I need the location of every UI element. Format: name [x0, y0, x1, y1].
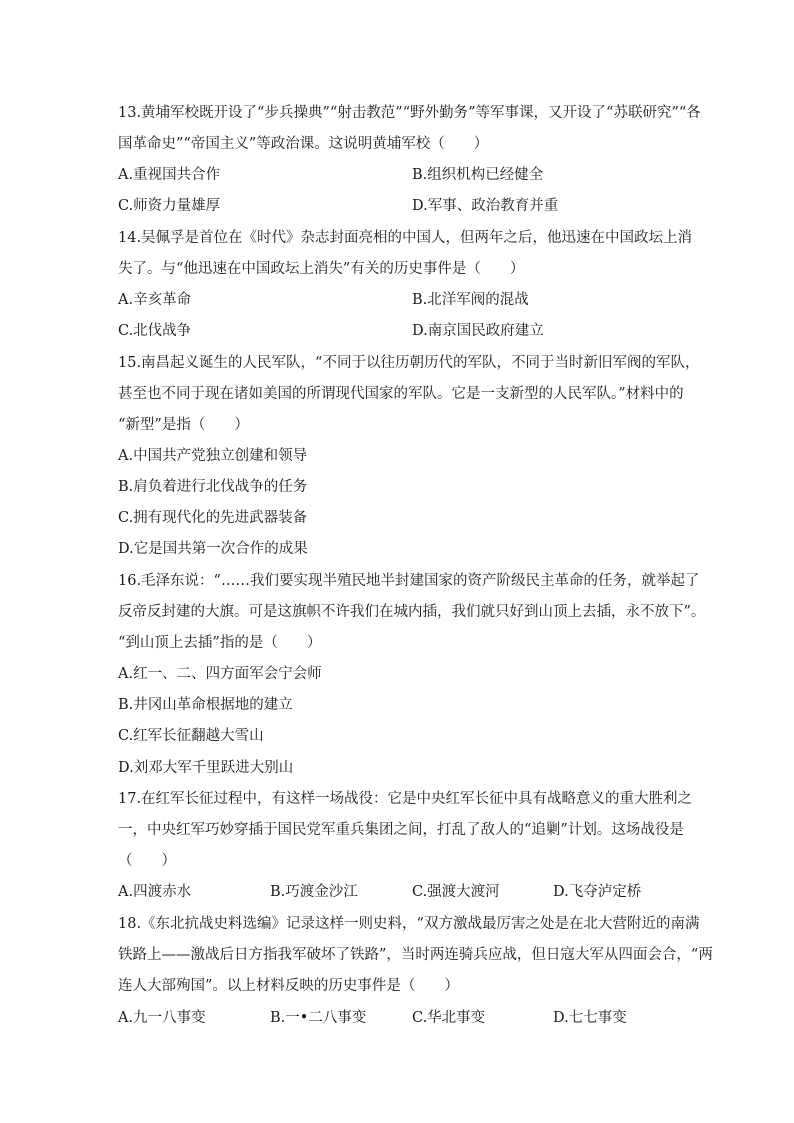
q14-option-a: A.辛亥革命: [118, 292, 192, 308]
q15-option-c: C.拥有现代化的先进武器装备: [118, 510, 308, 526]
q15-option-d: D.它是国共第一次合作的成果: [118, 541, 308, 557]
q18-stem-line-1: 18.《东北抗战史料选编》记录这样一则史料，“双方激战最厉害之处是在北大营附近的南满: [118, 916, 700, 932]
q14-option-b: B.北洋军阀的混战: [412, 292, 529, 308]
q17-option-a: A.四渡赤水: [118, 884, 192, 900]
q15-option-a: A.中国共产党独立创建和领导: [118, 448, 308, 464]
q13-option-a: A.重视国共合作: [118, 167, 221, 183]
q13-stem-line-1: 13.黄埔军校既开设了“步兵操典”“射击教范”“野外勤务”等军事课，又开设了“苏联研究”“各: [118, 105, 701, 121]
q13-option-d: D.军事、政治教育并重: [412, 198, 559, 214]
q17-stem-line-1: 17.在红军长征过程中，有这样一场战役：它是中央红军长征中具有战略意义的重大胜利之: [118, 791, 693, 807]
q13-option-c: C.师资力量雄厚: [118, 198, 221, 214]
q17-option-b: B.巧渡金沙江: [270, 884, 358, 900]
q16-stem-line-3: “到山顶上去插”指的是（ ）: [118, 635, 322, 651]
q17-stem-line-3: （ ）: [118, 853, 176, 869]
q14-option-c: C.北伐战争: [118, 323, 192, 339]
q18-option-c: C.华北事变: [412, 1010, 486, 1026]
q14-option-d: D.南京国民政府建立: [412, 323, 544, 339]
q18-stem-line-2: 铁路上——激战后日方指我军破坏了铁路”，当时两连骑兵应战，但日寇大军从四面会合，“两: [118, 947, 713, 963]
q13-option-b: B.组织机构已经健全: [412, 167, 544, 183]
q15-stem-line-3: “新型”是指（ ）: [118, 417, 249, 433]
q16-option-c: C.红军长征翻越大雪山: [118, 728, 264, 744]
q13-stem-line-2: 国革命史”“帝国主义”等政治课。这说明黄埔军校（ ）: [118, 136, 489, 152]
q15-stem-line-1: 15.南昌起义诞生的人民军队，“不同于以往历朝历代的军队，不同于当时新旧军阀的军队，: [118, 355, 700, 371]
q14-stem-line-1: 14.吴佩孚是首位在《时代》杂志封面亮相的中国人，但两年之后，他迅速在中国政坛上消: [118, 230, 693, 246]
q15-option-b: B.肩负着进行北伐战争的任务: [118, 479, 308, 495]
q17-option-d: D.飞夺泸定桥: [553, 884, 642, 900]
q16-stem-line-1: 16.毛泽东说：“……我们要实现半殖民地半封建国家的资产阶级民主革命的任务，就举起了: [118, 573, 700, 589]
q16-stem-line-2: 反帝反封建的大旗。可是这旗帜不许我们在城内插，我们就只好到山顶上去插，永不放下”。: [118, 604, 706, 620]
q18-option-d: D.七七事变: [553, 1010, 627, 1026]
q16-option-a: A.红一、二、四方面军会宁会师: [118, 666, 322, 682]
q16-option-b: B.井冈山革命根据地的建立: [118, 697, 293, 713]
q16-option-d: D.刘邓大军千里跃进大别山: [118, 760, 294, 776]
q17-stem-line-2: 一，中央红军巧妙穿插于国民党军重兵集团之间，打乱了敌人的“追剿”计划。这场战役是: [118, 822, 684, 838]
q18-stem-line-3: 连人大部殉国”。以上材料反映的历史事件是（ ）: [118, 978, 459, 994]
q15-stem-line-2: 甚至也不同于现在诸如美国的所谓现代国家的军队。它是一支新型的人民军队。”材料中的: [118, 386, 684, 402]
q18-option-b: B.一•二八事变: [270, 1010, 367, 1026]
q14-stem-line-2: 失了。与“他迅速在中国政坛上消失”有关的历史事件是（ ）: [118, 261, 525, 277]
q17-option-c: C.强渡大渡河: [412, 884, 500, 900]
q18-option-a: A.九一八事变: [118, 1010, 206, 1026]
